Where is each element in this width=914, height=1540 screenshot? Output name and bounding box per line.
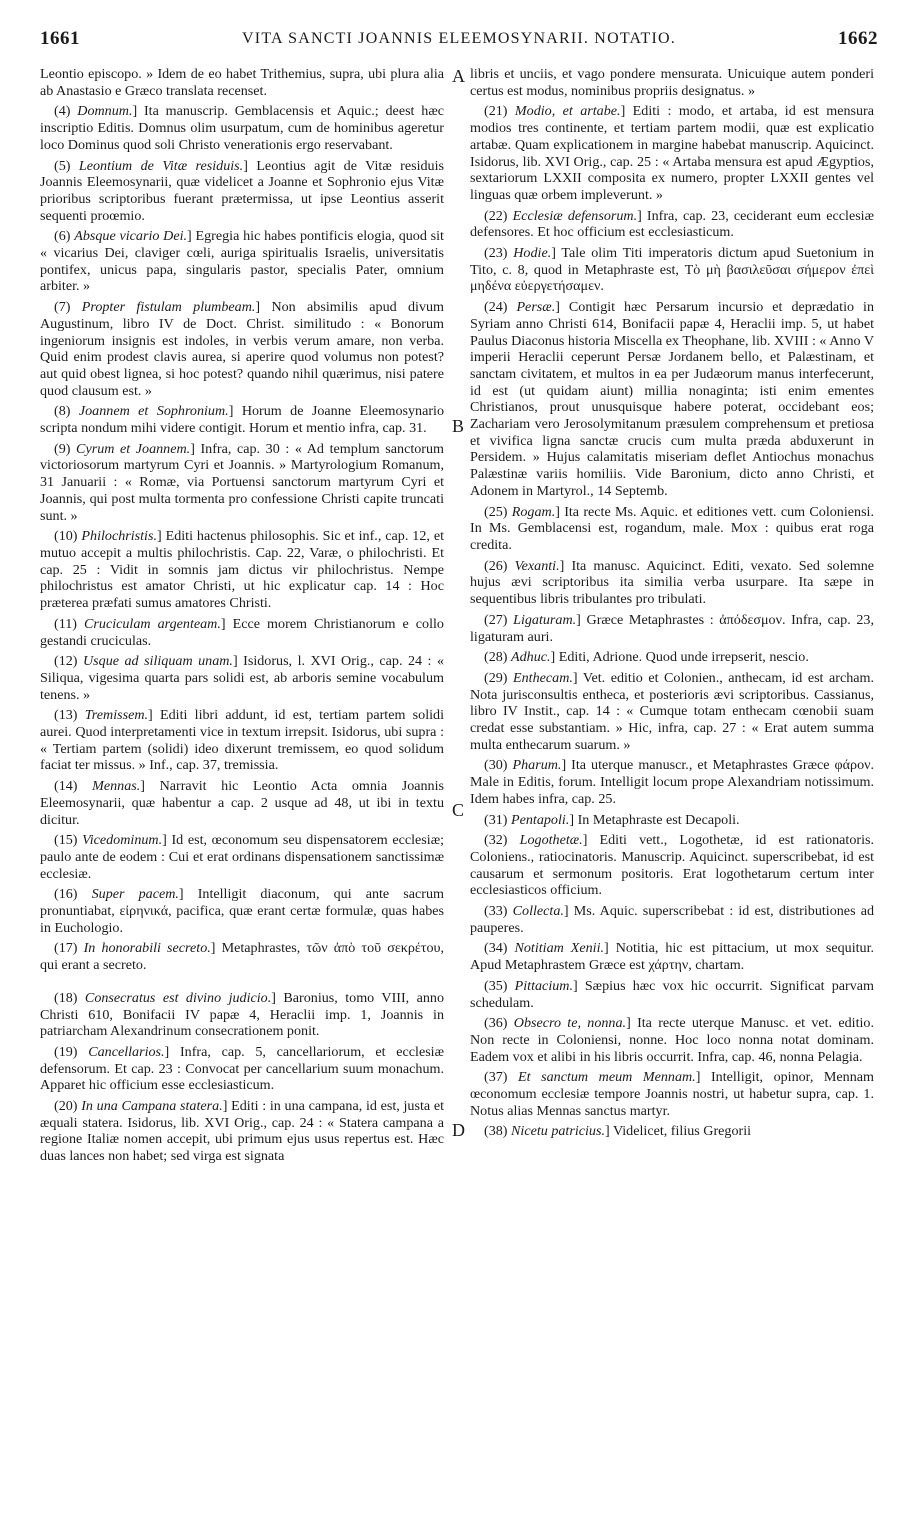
note: (15) Vicedominum.] Id est, œconomum seu dispensatorem ecclesiæ; paulo ante de eodem : Cui et erat ordinans dispensationem sanctissimæ ecclesiæ. xyxy=(40,832,445,882)
note-lemma: Persæ. xyxy=(516,299,556,316)
note-lemma: Tremissem. xyxy=(84,707,149,724)
note-number: (27) xyxy=(484,611,508,628)
note-lemma: Obsecro te, nonna. xyxy=(513,1015,627,1032)
note: (36) Obsecro te, nonna.] Ita recte uterque Manusc. et vet. editio. Non recte in Coloniensi, nonne. Hoc loco nonna notat dominam. Eadem vox et alibi in his libris occurrit. Infra, cap. 46, nonna Pelagia. xyxy=(470,1015,875,1065)
note: (21) Modio, et artabe.] Editi : modo, et artaba, id est mensura modios tres continente, et tertiam partem modii, quæ est explicatio artabæ. Quam explicationem in margine habebat manuscrip. Aquicinct. Isidorus, lib. XVI Orig., cap. 25 : « Artaba mensura est apud Ægyptios, sextariorum LXXII composita ex numero, propter LXXII gentes vel linguas quæ orbem impleverunt. » xyxy=(470,103,875,203)
page-header xyxy=(40,28,878,52)
note: (5) Leontium de Vitæ residuis.] Leontius agit de Vitæ residuis Joannis Eleemosynarii, quæ videlicet a Joanne et Sophronio ejus Vitæ prioribus scriptoribus fuerant prætermissa, ut ipse Leontius asserit sequenti proœmio. xyxy=(40,157,444,224)
note-lemma: Pentapoli. xyxy=(511,811,570,828)
note-lemma: Domnum. xyxy=(77,103,133,120)
note-lemma: Cancellarios. xyxy=(88,1043,165,1060)
note-text: Græce Metaphrastes : ἀπόδεσμον. Infra, cap. 23, ligaturam auri. xyxy=(470,611,874,645)
note: (8) Joannem et Sophronium.] Horum de Joanne Eleemosynario scripta nondum mihi videre contigit. Horum et mentio infra, cap. 31. xyxy=(40,403,444,437)
margin-letter-d: D xyxy=(452,1120,465,1140)
note: (29) Enthecam.] Vet. editio et Colonien., anthecam, id est archam. Nota jurisconsultis entheca, et posterioris ævi scriptoribus. Cassianus, libro IV Instit., cap. 14 : « Cumque totam enthecam cœnobii suam credat esse substantiam. » Hic, infra, cap. 27 : « Erat autem summa multa enthecarum suarum. » xyxy=(470,669,874,753)
note: (33) Collecta.] Ms. Aquic. superscribebat : id est, distributiones ad pauperes. xyxy=(470,903,874,936)
note-text: Editi : modo, et artaba, id est mensura modios tres continente, et tertiam partem modii, quæ est explicatio artabæ. Quam explicationem in margine habebat manuscrip. Aquicinct. Isidorus, lib. XVI Orig., cap. 25 : « Artaba mensura est apud Ægyptios, sextariorum LXXII composita ex numero, propter LXXII gentes vel linguas quæ orbem impleverunt. » xyxy=(470,103,875,203)
note-lemma: Super pacem. xyxy=(91,886,179,903)
note-lemma: Philochristis. xyxy=(81,528,157,545)
note xyxy=(40,66,444,99)
note-lemma: Propter fistulam plumbeam. xyxy=(81,299,256,316)
note-lemma: Usque ad siliquam unam. xyxy=(82,653,233,670)
note: (37) Et sanctum meum Mennam.] Intelligit, opinor, Mennam œconomum ecclesiæ tempore Joannis nostri, ut habetur supra, cap. 1. Notus alias Mennas sanctus martyr. xyxy=(470,1069,874,1119)
note-text: Egregia hic habes pontificis elogia, quod sit « vicarius Dei, claviger cœli, auriga spiritualis Israelis, universitatis pontifex, unicus papa, singularis pastor, specialis Pater, omnium arbiter. » xyxy=(40,228,444,295)
note-number: (14) xyxy=(54,778,78,795)
note-text: In Metaphraste est Decapoli. xyxy=(577,811,740,828)
note: (34) Notitiam Xenii.] Notitia, hic est pittacium, ut mox sequitur. Apud Metaphrastem Græce est χάρτην, chartam. xyxy=(470,940,875,974)
note-text: Videlicet, filius Gregorii xyxy=(612,1123,752,1140)
note: (7) Propter fistulam plumbeam.] Non absimilis apud divum Augustinum, libro IV de Doct. Christ. similitudo : « Bonorum ingeniorum insignis est indoles, in verbis verum amare, non verba. Quid enim prodest clavis aurea, si aperire quod volumus non potest? aut quid obest lignea, si hoc potest? quando nihil quærimus, nisi patere quod clausum est. » xyxy=(40,299,445,399)
note-text: Editi hactenus philosophis. Sic et inf., cap. 12, et mutuo accepit a multis philochristis. Cap. 22, Varæ, o philochristi. Et cap. 25 : Vidit in somnis jam dictus vir philochristus. Nempe philochristus est amator Christi, ut hic explicatur cap. 14 : Hoc præterea præfati sumus amatores Christi. xyxy=(40,528,444,612)
note: (4) Domnum.] Ita manuscrip. Gemblacensis et Aquic.; deest hæc inscriptio Editis. Domnus olim usurpatum, cum de hominibus ageretur loco Dominus quod soli Christo venerationis ergo reservabant. xyxy=(40,103,444,153)
note-number: (9) xyxy=(54,440,71,457)
note-lemma: Hodie. xyxy=(513,245,552,262)
note: (12) Usque ad siliquam unam.] Isidorus, l. XVI Orig., cap. 24 : « Siliqua, vigesima quarta pars solidi est, ab arboris semine vocabulum tenens. » xyxy=(40,653,445,703)
note-text: Editi libri addunt, id est, tertiam partem solidi aurei. Quod interpretamenti vice in textum irrepsit. Isidorus, ubi supra : « Tertiam partem (solidi) ideo dixerunt tremissem, eo quod solidum faciat ter missus. » Inf., cap. 37, tremissia. xyxy=(40,707,445,774)
note-number: (17) xyxy=(54,940,78,957)
note-text: Vet. editio et Colonien., anthecam, id est archam. Nota jurisconsultis entheca, et posterioris ævi scriptoribus. Cassianus, libro IV Instit., cap. 14 : « Cumque totam enthecam cœnobii suam credat esse substantiam. » Hic, infra, cap. 27 : « Erat autem summa multa enthecarum suarum. » xyxy=(470,669,874,753)
margin-letter-c: C xyxy=(452,800,465,820)
note-number: (20) xyxy=(54,1098,78,1115)
note-lemma: Pharum. xyxy=(512,757,562,774)
note-number: (32) xyxy=(484,832,508,849)
note-number: (35) xyxy=(484,977,508,994)
note: (24) Persæ.] Contigit hæc Persarum incursio et deprædatio in Syriam anno Christi 614, Bonifacii papæ 4, Heraclii imp. 5, ut habet Paulus Diaconus historia Miscella ex Theophane, lib. XVIII : « Anno V imperii Heraclii ceperunt Persæ Jordanem bello, et Palæstinam, et sanctam civitatem, et multos in ea per Judæorum manus interfecerunt, id est (ut quidam aiunt) millia nonaginta; isti enim ementes Christianos, prout unusquisque habere poterat, occidebant eos; Zachariam vero Jerosolymitanum præsulem comprehensum et pretiosa et vivifica ligna sanctæ crucis cum multa præda abduxerunt in Persidem. » Hujus calamitatis miseriam deflet Antiochus monachus Palæstinæ variis homiliis. Vide Baronium, dicto anno Christi, et Adonem in Martyrol., 14 Septemb. xyxy=(470,299,874,499)
note: (32) Logothetæ.] Editi vett., Logothetæ, id est rationatoris. Coloniens., ratiocinatoris. Manuscrip. Aquicinct. superscribebat, id est causarum et sermonum positoris. Erat logothetarum certum inter ecclesiasticos officium. xyxy=(470,832,874,899)
note-text: Contigit hæc Persarum incursio et deprædatio in Syriam anno Christi 614, Bonifacii papæ 4, Heraclii imp. 5, ut habet Paulus Diaconus historia Miscella ex Theophane, lib. XVIII : « Anno V imperii Heraclii ceperunt Persæ Jordanem bello, et Palæstinam, et sanctam civitatem, et multos in ea per Judæorum manus interfecerunt, id est (ut quidam aiunt) millia nonaginta; isti enim ementes Christianos, prout unusquisque habere poterat, occidebant eos; Zachariam vero Jerosolymitanum præsulem comprehensum et pretiosa et vivifica ligna sanctæ crucis cum multa præda abduxerunt in Persidem. » Hujus calamitatis miseriam deflet Antiochus monachus Palæstinæ variis homiliis. Vide Baronium, dicto anno Christi, et Adonem in Martyrol., 14 Septemb. xyxy=(470,299,874,499)
note-number: (5) xyxy=(54,157,71,174)
note: (14) Mennas.] Narravit hic Leontio Acta omnia Joannis Eleemosynarii, quæ habentur a cap. 2 usque ad 48, ut ibi in textu dicitur. xyxy=(40,778,444,828)
note-text: Notitia, hic est pittacium, ut mox sequitur. Apud Metaphrastem Græce est χάρτην, chartam. xyxy=(470,940,875,974)
note-lemma: Modio, et artabe. xyxy=(514,103,621,120)
note-number: (31) xyxy=(484,811,508,828)
note-text: Intelligit, opinor, Mennam œconomum ecclesiæ tempore Joannis nostri, ut habetur supra, cap. 1. Notus alias Mennas sanctus martyr. xyxy=(470,1069,874,1119)
note-number: (15) xyxy=(54,832,78,849)
note-text: Leontius agit de Vitæ residuis Joannis Eleemosynarii, quæ videlicet a Joanne et Sophronio ejus Vitæ prioribus scriptoribus fuerant prætermissa, ut ipse Leontius asserit sequenti proœmio. xyxy=(40,157,444,224)
note-lemma: Absque vicario Dei. xyxy=(74,228,188,245)
note-text: Infra, cap. 5, cancellariorum, et ecclesiæ defensorum. Et cap. 23 : Convocat per cancellarium suum monachum. Apparet hic officium esse ecclesiasticum. xyxy=(40,1043,445,1094)
note-number: (29) xyxy=(484,669,508,686)
note-text: Infra, cap. 30 : « Ad templum sanctorum victoriosorum martyrum Cyri et Joannis. » Martyrologium Romanum, 31 Januarii : « Romæ, via Portuensi sanctorum martyrum Cyri et Joannis, qui post multa tormenta pro confessione Christi capite truncati sunt. » xyxy=(40,440,444,524)
right-column xyxy=(470,66,874,1144)
note-number: (22) xyxy=(484,207,508,224)
note-lemma: Cyrum et Joannem. xyxy=(76,440,191,457)
note-text: Ita recte Ms. Aquic. et editiones vett. cum Coloniensi. In Ms. Gemblacensi est, rogandum, male. Mox : quibus erat roga credita. xyxy=(470,503,874,553)
note-number: (21) xyxy=(484,103,508,120)
note-lemma: Nicetu patricius. xyxy=(511,1123,605,1140)
note: (11) Cruciculam argenteam.] Ecce morem Christianorum e collo gestandi cruciculas. xyxy=(40,615,444,649)
note-number: (23) xyxy=(484,245,508,262)
note-text: Tale olim Titi imperatoris dictum apud Suetonium in Tito, c. 8, quod in Metaphraste est, Τὸ μὴ βασιλεῦσαι σήμερον ἐπεὶ μηδένα εὐεργετήσαμεν. xyxy=(470,245,874,295)
note-text: Editi : in una campana, id est, justa et æquali statera. Isidorus, lib. XVI Orig., cap. 24 : « Statera campana a regione Italiæ nomen accepit, ubi primum ejus usus repertus est. Hæc duas lances non habet; sed virga est signata xyxy=(40,1098,445,1165)
note-number: (19) xyxy=(54,1043,78,1060)
note-number: (18) xyxy=(54,989,78,1006)
running-title: VITA SANCTI JOANNIS ELEEMOSYNARII. NOTATIO. xyxy=(242,30,676,47)
note-text: Ita uterque manuscr., et Metaphrastes Græce φάρον. Male in Editis, forum. Intelligit locum prope Alexandriam notissimum. Idem habes infra, cap. 25. xyxy=(470,757,875,807)
note-text: Narravit hic Leontio Acta omnia Joannis Eleemosynarii, quæ habentur a cap. 2 usque ad 48, ut ibi in textu dicitur. xyxy=(40,778,444,828)
page-number-right: 1662 xyxy=(838,28,878,49)
note-text: Editi, Adrione. Quod unde irrepserit, nescio. xyxy=(558,649,809,666)
note-number: (24) xyxy=(484,299,508,316)
note-lemma: Vicedominum. xyxy=(82,832,163,849)
note-text: Ita manusc. Aquicinct. Editi, vexato. Sed solemne hujus ævi scriptoribus ita similia verba usurpare. Ita sæpe in sequentibus libris tribulantes pro tribulati. xyxy=(470,557,875,608)
note-text: Ita manuscrip. Gemblacensis et Aquic.; deest hæc inscriptio Editis. Domnus olim usurpatum, cum de hominibus ageretur loco Dominus quod soli Christo venerationis ergo reservabant. xyxy=(40,103,444,153)
note-lemma: Notitiam Xenii. xyxy=(514,940,605,957)
note-text: Non absimilis apud divum Augustinum, libro IV de Doct. Christ. similitudo : « Bonorum ingeniorum insignis est indoles, in verbis verum amare, non verba. Quid enim prodest clavis aurea, si aperire quod volumus non potest? aut quid obest lignea, si hoc potest? quando nihil quærimus, nisi patere quod clausum est. » xyxy=(40,299,445,399)
note: (20) In una Campana statera.] Editi : in una campana, id est, justa et æquali statera. Isidorus, lib. XVI Orig., cap. 24 : « Statera campana a regione Italiæ nomen accepit, ubi primum ejus usus repertus est. Hæc duas lances non habet; sed virga est signata xyxy=(40,1098,445,1165)
note-number: (8) xyxy=(54,403,71,420)
margin-letter-b: B xyxy=(452,416,465,436)
note-text: Ita recte uterque Manusc. et vet. editio. Non recte in Coloniensi, nonne. Hoc loco nonna notat dominam. Eadem vox et alibi in his libris occurrit. Infra, cap. 46, nonna Pelagia. xyxy=(470,1015,875,1065)
page-number-left: 1661 xyxy=(40,28,80,49)
note-number: (13) xyxy=(54,707,78,724)
note-lemma: Mennas. xyxy=(92,778,141,795)
note-number: (10) xyxy=(54,528,78,545)
note-number: (26) xyxy=(484,557,508,574)
note-lemma: Enthecam. xyxy=(513,669,573,686)
note-text: Sæpius hæc vox hic occurrit. Significat parvam schedulam. xyxy=(470,977,875,1011)
note-number: (33) xyxy=(484,903,508,920)
note-lemma: Adhuc. xyxy=(511,649,551,666)
note-text: Id est, œconomum seu dispensatorem ecclesiæ; paulo ante de eodem : Cui et erat ordinans dispensationem sanctissimæ ecclesiæ. xyxy=(40,832,445,882)
note: (22) Ecclesiæ defensorum.] Infra, cap. 23, ceciderant eum ecclesiæ defensores. Et hoc officium est ecclesiasticum. xyxy=(470,207,875,241)
note-number: (38) xyxy=(484,1123,508,1140)
note xyxy=(470,66,874,99)
note-text: libris et unciis, et vago pondere mensurata. Unicuique autem ponderi certus est modus, nominibus propriis designatus. » xyxy=(470,66,874,99)
note-number: (25) xyxy=(484,503,508,520)
note-number: (28) xyxy=(484,649,508,666)
note: (13) Tremissem.] Editi libri addunt, id est, tertiam partem solidi aurei. Quod interpretamenti vice in textum irrepsit. Isidorus, ubi supra : « Tertiam partem (solidi) ideo dixerunt tremissem, eo quod solidum faciat ter missus. » Inf., cap. 37, tremissia. xyxy=(40,707,445,774)
note-lemma: Leontium de Vitæ residuis. xyxy=(78,157,244,174)
note-lemma: Et sanctum meum Mennam. xyxy=(518,1069,696,1086)
note: (31) Pentapoli.] In Metaphraste est Decapoli. xyxy=(484,811,740,828)
note-lemma: Joannem et Sophronium. xyxy=(78,403,229,420)
note: (19) Cancellarios.] Infra, cap. 5, cancellariorum, et ecclesiæ defensorum. Et cap. 23 : Convocat per cancellarium suum monachum. Apparet hic officium esse ecclesiasticum. xyxy=(40,1043,445,1094)
note: (38) Nicetu patricius.] Videlicet, filius Gregorii xyxy=(484,1123,752,1140)
note: (10) Philochristis.] Editi hactenus philosophis. Sic et inf., cap. 12, et mutuo accepit a multis philochristis. Cap. 22, Varæ, o philochristi. Et cap. 25 : Vidit in somnis jam dictus vir philochristus. Nempe philochristus est amator Christi, ut hic explicatur cap. 14 : Hoc præterea præfati sumus amatores Christi. xyxy=(40,528,444,612)
note: (35) Pittacium.] Sæpius hæc vox hic occurrit. Significat parvam schedulam. xyxy=(470,977,875,1011)
note-lemma: Cruciculam argenteam. xyxy=(84,615,221,632)
note: (16) Super pacem.] Intelligit diaconum, qui ante sacrum pronuntiabat, εἰρηνικά, pacifica, quæ erant certæ formulæ, quas habes in Euchologio. xyxy=(40,886,445,936)
note-number: (34) xyxy=(484,940,508,957)
note-lemma: Ligaturam. xyxy=(513,611,577,628)
note-text: Editi vett., Logothetæ, id est rationatoris. Coloniens., ratiocinatoris. Manuscrip. Aquicinct. superscribebat, id est causarum et sermonum positoris. Erat logothetarum certum inter ecclesiasticos officium. xyxy=(470,832,874,899)
note: (27) Ligaturam.] Græce Metaphrastes : ἀπόδεσμον. Infra, cap. 23, ligaturam auri. xyxy=(470,611,874,645)
note-lemma: In una Campana statera. xyxy=(81,1098,223,1115)
note-lemma: In honorabili secreto. xyxy=(83,940,211,957)
note-number: (36) xyxy=(484,1015,508,1032)
note: (25) Rogam.] Ita recte Ms. Aquic. et editiones vett. cum Coloniensi. In Ms. Gemblacensi est, rogandum, male. Mox : quibus erat roga credita. xyxy=(470,503,874,553)
note-number: (6) xyxy=(54,228,71,245)
note: (30) Pharum.] Ita uterque manuscr., et Metaphrastes Græce φάρον. Male in Editis, forum. Intelligit locum prope Alexandriam notissimum. Idem habes infra, cap. 25. xyxy=(470,757,875,807)
note-lemma: Ecclesiæ defensorum. xyxy=(512,207,638,224)
note-lemma: Pittacium. xyxy=(514,977,573,994)
note-text: Leontio episcopo. » Idem de eo habet Trithemius, supra, ubi plura alia ab Anastasio e Græco translata recenset. xyxy=(40,66,444,99)
note-text: Isidorus, l. XVI Orig., cap. 24 : « Siliqua, vigesima quarta pars solidi est, ab arboris semine vocabulum tenens. » xyxy=(40,653,445,703)
note-text: Metaphrastes, τῶν ἀπὸ τοῦ σεκρέτου, qui erant a secreto. xyxy=(40,940,445,974)
note-lemma: Logothetæ. xyxy=(519,832,583,849)
note: (28) Adhuc.] Editi, Adrione. Quod unde irrepserit, nescio. xyxy=(484,649,809,666)
note: (6) Absque vicario Dei.] Egregia hic habes pontificis elogia, quod sit « vicarius Dei, claviger cœli, auriga spiritualis Israelis, universitatis pontifex, unicus papa, singularis pastor, specialis Pater, omnium arbiter. » xyxy=(40,228,444,295)
note-number: (4) xyxy=(54,103,71,120)
note-number: (12) xyxy=(54,653,78,670)
note-text: Ecce morem Christianorum e collo gestandi cruciculas. xyxy=(40,615,444,649)
margin-letter-a: A xyxy=(452,66,465,86)
note-number: (16) xyxy=(54,886,78,903)
note-text: Horum de Joanne Eleemosynario scripta nondum mihi videre contigit. Horum et mentio infra, cap. 31. xyxy=(40,403,444,437)
note-number: (30) xyxy=(484,757,508,774)
note-text: Ms. Aquic. superscribebat : id est, distributiones ad pauperes. xyxy=(470,903,874,936)
note: (23) Hodie.] Tale olim Titi imperatoris dictum apud Suetonium in Tito, c. 8, quod in Metaphraste est, Τὸ μὴ βασιλεῦσαι σήμερον ἐπεὶ μηδένα εὐεργετήσαμεν. xyxy=(470,245,874,295)
note-number: (11) xyxy=(54,615,77,632)
note-text: Intelligit diaconum, qui ante sacrum pronuntiabat, εἰρηνικά, pacifica, quæ erant certæ formulæ, quas habes in Euchologio. xyxy=(40,886,445,936)
note-text: Baronius, tomo VIII, anno Christi 610, Bonifacii IV papæ 4, Heraclii imp. 1, Joannis in patriarcham Alexandrinum consecrationem ponit. xyxy=(40,989,444,1040)
note-text: Infra, cap. 23, ceciderant eum ecclesiæ defensores. Et hoc officium est ecclesiasticum. xyxy=(470,207,875,241)
note: (18) Consecratus est divino judicio.] Baronius, tomo VIII, anno Christi 610, Bonifacii IV papæ 4, Heraclii imp. 1, Joannis in patriarcham Alexandrinum consecrationem ponit. xyxy=(40,989,444,1040)
note-number: (7) xyxy=(54,299,71,316)
note-lemma: Collecta. xyxy=(512,903,564,920)
note-number: (37) xyxy=(484,1069,508,1086)
note: (9) Cyrum et Joannem.] Infra, cap. 30 : « Ad templum sanctorum victoriosorum martyrum Cyri et Joannis. » Martyrologium Romanum, 31 Januarii : « Romæ, via Portuensi sanctorum martyrum Cyri et Joannis, qui post multa tormenta pro confessione Christi capite truncati sunt. » xyxy=(40,440,444,524)
note-lemma: Rogam. xyxy=(511,503,556,520)
note: (26) Vexanti.] Ita manusc. Aquicinct. Editi, vexato. Sed solemne hujus ævi scriptoribus ita similia verba usurpare. Ita sæpe in sequentibus libris tribulantes pro tribulati. xyxy=(470,557,875,608)
note-lemma: Vexanti. xyxy=(514,557,560,574)
note: (17) In honorabili secreto.] Metaphrastes, τῶν ἀπὸ τοῦ σεκρέτου, qui erant a secreto. xyxy=(40,940,445,974)
left-column xyxy=(40,66,444,1169)
note-lemma: Consecratus est divino judicio. xyxy=(84,989,272,1006)
